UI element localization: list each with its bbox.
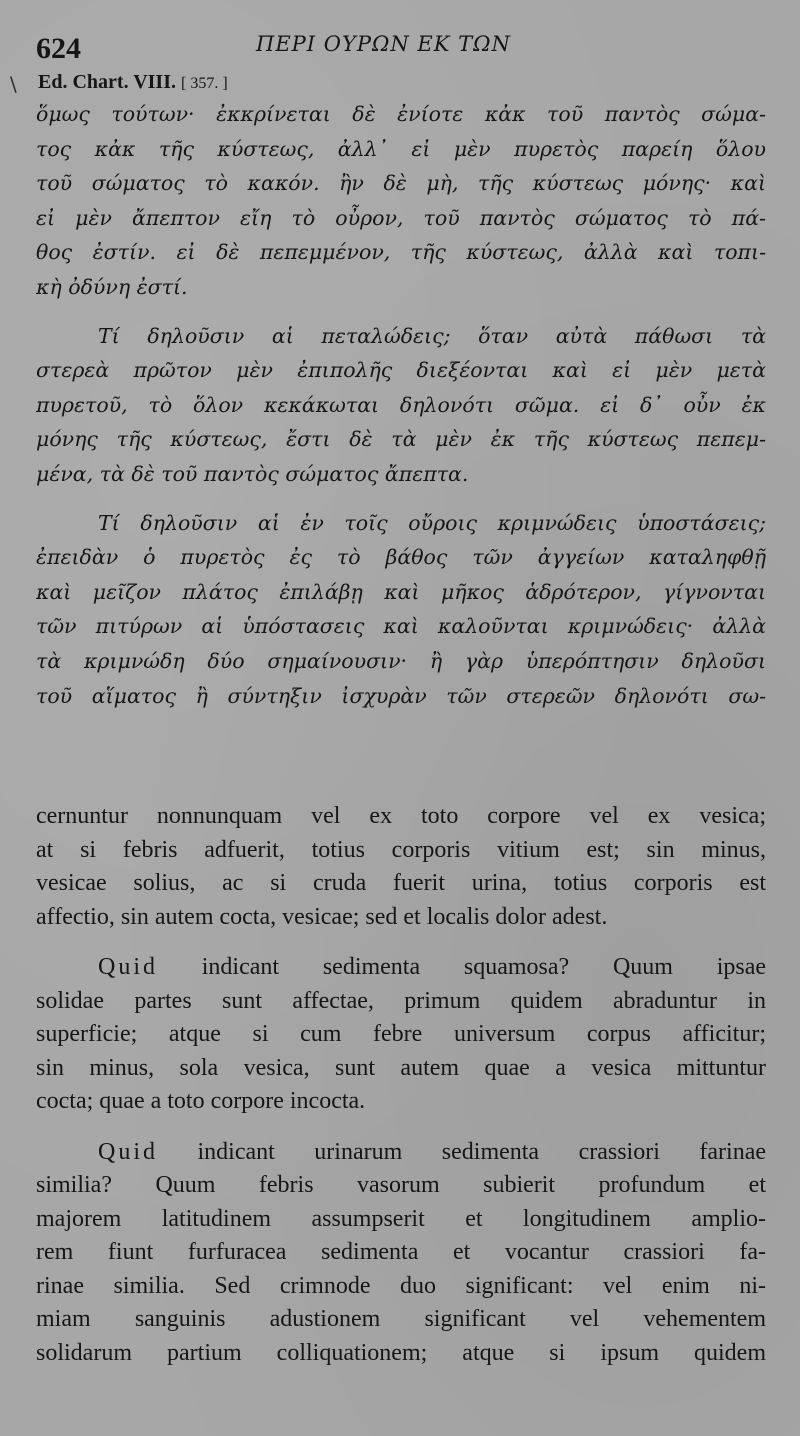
greek-line: τοῦ αἵματος ἢ σύντηξιν ἰσχυρὰν τῶν στερεῶν δηλονότι σω- (36, 683, 766, 708)
page-number: 624 (36, 32, 81, 65)
greek-line: Τί δηλοῦσιν αἱ ἐν τοῖς οὔροις κριμνώδεις ὑποστάσεις; (98, 510, 766, 535)
paragraph-gap (36, 492, 766, 506)
greek-line: στερεὰ πρῶτον μὲν ἐπιπολῆς διεξέονται καὶ εἰ μὲν μετὰ (36, 358, 766, 383)
latin-line: solidae partes sunt affectae, primum quidem abraduntur in (36, 987, 766, 1014)
page-header (36, 30, 766, 70)
greek-line: Τί δηλοῦσιν αἱ πεταλώδεις; ὅταν αὐτὰ πάθωσι τὰ (98, 323, 766, 348)
greek-paragraph-2 (36, 319, 766, 492)
latin-line (36, 1136, 766, 1170)
latin-line (36, 951, 766, 985)
margin-mark: \ (10, 72, 17, 96)
paragraph-gap (36, 934, 766, 951)
latin-paragraph-1 (36, 800, 766, 934)
greek-line: τοῦ σώματος τὸ κακόν. ἢν δὲ μὴ, τῆς κύστεως μόνης· καὶ (36, 171, 766, 196)
greek-line: καὶ μεῖζον πλάτος ἐπιλάβῃ καὶ μῆκος ἁδρότερον, γίγνονται (36, 579, 766, 604)
greek-line: τος κἀκ τῆς κύστεως, ἀλλ᾽ εἰ μὲν πυρετὸς παρείη ὅλου (36, 136, 766, 161)
edition-page-ref: [ 357. ] (181, 75, 228, 92)
question-lead: Quid (98, 1138, 158, 1165)
latin-line: solidarum partium colliquationem; atque si ipsum quidem (36, 1339, 766, 1366)
latin-line: miam sanguinis adustionem significant vel vehementem (36, 1306, 766, 1332)
latin-line: at si febris adfuerit, totius corporis vitium est; sin minus, (36, 836, 766, 863)
greek-line: θος ἐστίν. εἰ δὲ πεπεμμένον, τῆς κύστεως, ἀλλὰ καὶ τοπι- (36, 240, 766, 265)
greek-line: πυρετοῦ, τὸ ὅλον κεκάκωται δηλονότι σῶμα. εἰ δ᾽ οὖν ἐκ (36, 392, 766, 417)
greek-line: εἰ μὲν ἄπεπτον εἴη τὸ οὖρον, τοῦ παντὸς σώματος τὸ πά- (36, 205, 766, 230)
latin-line: cocta; quae a toto corpore incocta. (36, 1088, 366, 1114)
latin-line: superficie; atque si cum febre universum corpus afficitur; (36, 1021, 766, 1047)
question-text: indicant sedimenta squamosa? Quum ipsae (201, 954, 766, 980)
running-title: ΠΕΡΙ ΟΥΡΩΝ ΕΚ ΤΩΝ (256, 32, 511, 56)
greek-line: τῶν πιτύρων αἱ ὑπόστασεις καὶ καλοῦνται κριμνώδεις· ἀλλὰ (36, 614, 766, 639)
greek-line: τὰ κριμνώδη δύο σημαίνουσιν· ἢ γὰρ ὑπερόπτησιν δηλοῦσι (36, 648, 766, 673)
paragraph-gap (36, 1119, 766, 1136)
greek-line: μόνης τῆς κύστεως, ἔστι δὲ τὰ μὲν ἐκ τῆς κύστεως πεπεμ- (36, 427, 766, 452)
latin-line: rem fiunt furfuracea sedimenta et vocantur crassiori fa- (36, 1239, 766, 1265)
latin-line: rinae similia. Sed crimnode duo significant: vel enim ni- (36, 1272, 766, 1299)
question-text: indicant urinarum sedimenta crassiori farinae (197, 1138, 766, 1165)
edition-label: Ed. Chart. VIII. (38, 71, 176, 93)
greek-line: κὴ ὀδύνη ἐστί. (36, 274, 188, 299)
latin-text-block (36, 800, 766, 1370)
edition-reference (38, 71, 228, 94)
greek-line: ἐπειδὰν ὁ πυρετὸς ἐς τὸ βάθος τῶν ἀγγείων καταληφθῇ (36, 545, 766, 570)
greek-line: ὅμως τούτων· ἐκκρίνεται δὲ ἐνίοτε κἀκ τοῦ παντὸς σώμα- (36, 102, 766, 126)
latin-line: sin minus, sola vesica, sunt autem quae a vesica mittuntur (36, 1054, 766, 1081)
latin-paragraph-2 (36, 951, 766, 1119)
greek-paragraph-1 (36, 97, 766, 305)
paragraph-gap (36, 305, 766, 319)
greek-line: μένα, τὰ δὲ τοῦ παντὸς σώματος ἄπεπτα. (36, 461, 469, 486)
latin-line: cernuntur nonnunquam vel ex toto corpore vel ex vesica; (36, 803, 766, 829)
latin-line: similia? Quum febris vasorum subierit profundum et (36, 1172, 766, 1198)
latin-line: vesicae solius, ac si cruda fuerit urina, totius corporis est (36, 870, 766, 896)
greek-text-block (36, 97, 766, 713)
greek-paragraph-3 (36, 506, 766, 714)
latin-line: affectio, sin autem cocta, vesicae; sed et localis dolor adest. (36, 903, 608, 930)
latin-paragraph-3 (36, 1136, 766, 1371)
question-lead: Quid (98, 954, 158, 980)
latin-line: majorem latitudinem assumpserit et longitudinem amplio- (36, 1205, 766, 1232)
